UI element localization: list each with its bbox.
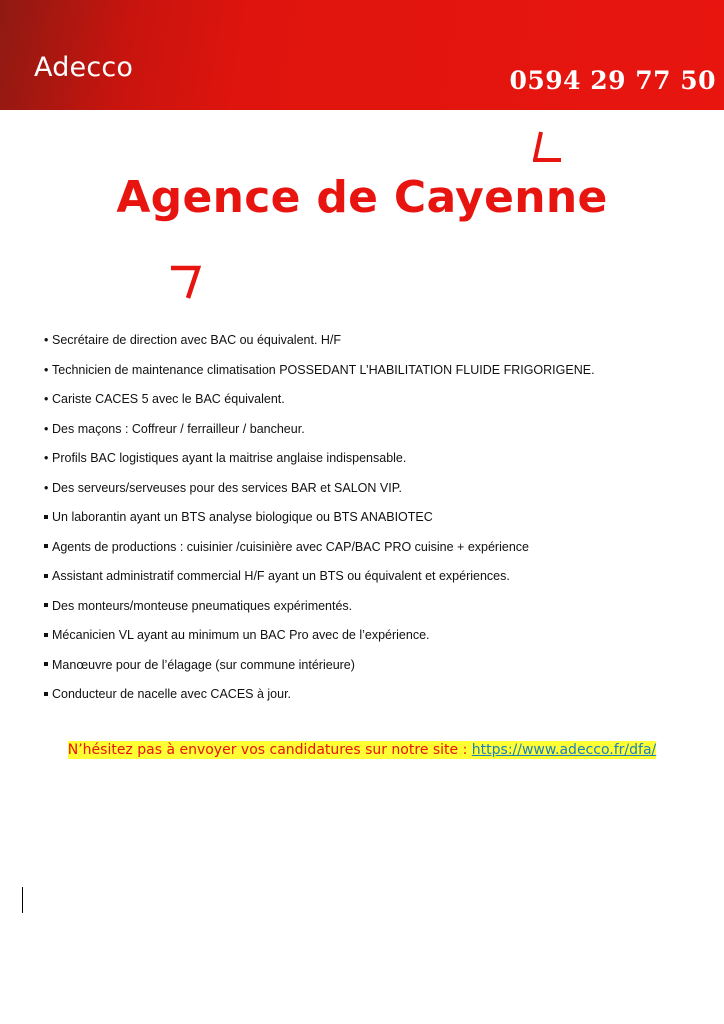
cta-highlight (68, 741, 657, 759)
job-list-item (44, 450, 704, 480)
cta-text: N’hésitez pas à envoyer vos candidatures sur notre site : (67, 742, 472, 758)
job-text: Cariste CACES 5 avec le BAC équivalent. (52, 392, 285, 406)
phone-number: 0594 29 77 50 (509, 66, 716, 95)
red-seven-mark-icon (168, 264, 202, 300)
job-list-item (44, 657, 704, 687)
square-bullet-icon (44, 509, 52, 525)
round-bullet-icon (44, 391, 52, 407)
square-bullet-icon (44, 568, 52, 584)
round-bullet-icon (44, 362, 52, 378)
square-bullet-icon (44, 627, 52, 643)
job-text: Manœuvre pour de l’élagage (sur commune intérieure) (52, 657, 355, 672)
round-bullet-icon (44, 332, 52, 348)
page-title: Agence de Cayenne (116, 172, 608, 223)
job-list-item (44, 480, 704, 510)
round-bullet-icon (44, 450, 52, 466)
job-text: Des monteurs/monteuse pneumatiques expérimentés. (52, 598, 353, 613)
job-list-item (44, 568, 704, 598)
job-list-item (44, 686, 704, 716)
job-list-item (44, 509, 704, 539)
round-bullet-icon (44, 421, 52, 437)
job-text: Des maçons : Coffreur / ferrailleur / bancheur. (52, 421, 305, 436)
job-list-item (44, 391, 704, 421)
job-list (44, 332, 704, 716)
job-list-item (44, 627, 704, 657)
job-text: Un laborantin ayant un BTS analyse biologique ou BTS ANABIOTEC (52, 510, 433, 524)
job-text: Technicien de maintenance climatisation POSSEDANT L’HABILITATION FLUIDE FRIGORIGENE. (52, 362, 595, 377)
job-text: Secrétaire de direction avec BAC ou équivalent. H/F (52, 333, 342, 347)
job-list-item (44, 332, 704, 362)
square-bullet-icon (44, 598, 52, 614)
margin-line (22, 887, 23, 913)
job-text: Agents de productions : cuisinier /cuisinière avec CAP/BAC PRO cuisine + expérience (52, 539, 529, 554)
square-bullet-icon (44, 539, 52, 555)
call-to-action (0, 742, 724, 758)
job-text: Mécanicien VL ayant au minimum un BAC Pro avec de l’expérience. (52, 628, 430, 642)
square-bullet-icon (44, 686, 52, 702)
job-text: Profils BAC logistiques ayant la maitrise anglaise indispensable. (52, 451, 407, 465)
job-text: Conducteur de nacelle avec CACES à jour. (52, 687, 292, 701)
job-text: Assistant administratif commercial H/F ayant un BTS ou équivalent et expériences. (52, 569, 510, 583)
adecco-logo: Adecco (34, 52, 134, 83)
job-list-item (44, 539, 704, 569)
job-list-item (44, 362, 704, 392)
square-bullet-icon (44, 657, 52, 673)
job-list-item (44, 421, 704, 451)
header-banner (0, 0, 724, 110)
round-bullet-icon (44, 480, 52, 496)
website-link[interactable]: https://www.adecco.fr/dfa/ (471, 742, 657, 758)
job-list-item (44, 598, 704, 628)
red-corner-mark-icon (533, 130, 563, 166)
job-text: Des serveurs/serveuses pour des services BAR et SALON VIP. (52, 480, 402, 495)
